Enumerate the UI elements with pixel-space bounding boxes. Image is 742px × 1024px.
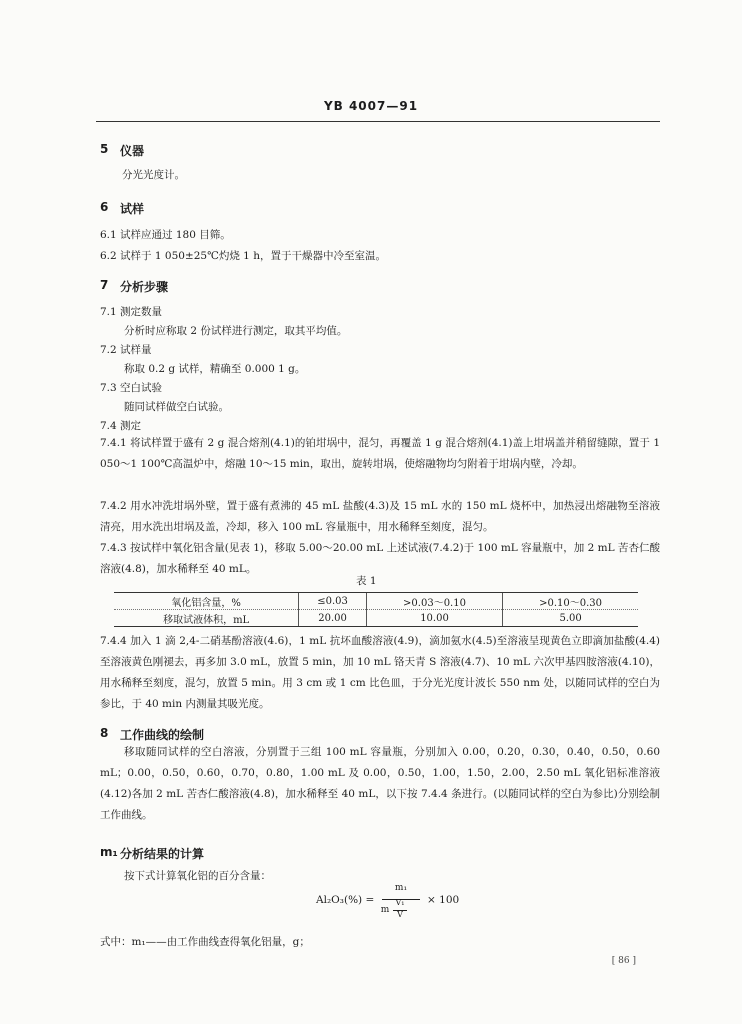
clause-7-4-2: 7.4.2 用水冲洗坩埚外壁，置于盛有煮沸的 45 mL 盐酸(4.3)及 15 mL 水的 150 mL 烧杯中，加热浸出熔融物至溶液清亮，用水洗出坩埚及盖，冷却，移入 100 mL 容量瓶中，用水稀释至刻度，混匀。 [100,500,660,533]
section-6-title: 试样 [120,202,145,216]
table-header-cell: >0.10～0.30 [503,593,638,610]
section-5-body: 分光光度计。 [122,169,185,181]
table-cell: 20.00 [299,610,367,627]
section-8-number: 8 [100,726,109,740]
header-rule [96,121,660,122]
formula-subfrac-denominator: V [397,910,403,919]
formula-subfrac-numerator: V₁ [395,898,405,907]
formula-lhs: Al₂O₃(%) = [316,894,375,906]
clause-7-4-3: 7.4.3 按试样中氧化铝含量(见表 1)，移取 5.00～20.00 mL 上述试液(7.4.2)于 100 mL 容量瓶中，加 2 mL 苦杏仁酸溶液(4.8)，加水稀释至 40 mL。 [100,542,660,575]
section-8-body: 移取随同试样的空白溶液，分别置于三组 100 mL 容量瓶，分别加入 0.00，0.20，0.30，0.40，0.50，0.60 mL；0.00，0.50，0.60，0.70，0.80，1.00 mL 及 0.00，0.50，1.00，1.50，2.00，2.50 mL 氧化铝标准溶液(4.12)各加 2 mL 苦杏仁酸溶液(4.8)，加水稀释至 40 mL，以下按 7.4.4 条进行。(以随同试样的空白为参比)分别绘制工作曲线。 [100,746,660,821]
formula-denominator: m [380,905,390,915]
section-6-number: 6 [100,200,109,214]
formula-numerator: m₁ [394,883,408,893]
formula-times-100: × 100 [427,894,460,906]
table-1 [114,592,638,627]
formula-where: 式中：m₁——由工作曲线查得氧化铝量，g； [100,936,310,948]
section-9-number: m₁ [100,845,118,859]
clause-7-4-1: 7.4.1 将试样置于盛有 2 g 混合熔剂(4.1)的铂坩埚中，混匀，再覆盖 1 g 混合熔剂(4.1)盖上坩埚盖并稍留缝隙，置于 1 050～1 100℃高温炉中，熔融 10～15 min，取出，旋转坩埚，使熔融物均匀附着于坩埚内壁，冷却。 [100,437,660,470]
section-7-number: 7 [100,278,109,292]
clause-7-3-body: 随同试样做空白试验。 [124,401,229,413]
clause-7-1-body: 分析时应称取 2 份试样进行测定，取其平均值。 [124,325,348,337]
table-header-cell: ≤0.03 [299,593,367,610]
clause-7-4-4: 7.4.4 加入 1 滴 2,4-二硝基酚溶液(4.6)，1 mL 抗坏血酸溶液(4.9)，滴加氨水(4.5)至溶液呈现黄色立即滴加盐酸(4.4)至溶液黄色刚褪去，再多加 3.0 mL，放置 5 min，加 10 mL 铬天青 S 溶液(4.7)、10 mL 六次甲基四胺溶液(4.10)，用水稀释至刻度，混匀，放置 5 min。用 3 cm 或 1 cm 比色皿，于分光光度计波长 550 nm 处，以随同试样的空白为参比，于 40 min 内测量其吸光度。 [100,635,660,710]
standard-header: YB 4007—91 [323,99,419,113]
page-number: [ 86 ] [611,956,636,966]
clause-7-4-heading: 7.4 测定 [100,420,142,432]
section-8-title: 工作曲线的绘制 [120,728,205,742]
section-7-title: 分析步骤 [120,280,169,294]
clause-7-2-body: 称取 0.2 g 试样，精确至 0.000 1 g。 [124,363,306,375]
table-header-cell: >0.03～0.10 [366,593,502,610]
clause-7-2-heading: 7.2 试样量 [100,344,152,356]
table-cell: 10.00 [366,610,502,627]
clause-7-3-heading: 7.3 空白试验 [100,382,163,394]
formula-intro: 按下式计算氧化铝的百分含量： [124,870,271,882]
table-caption: 表 1 [356,575,377,587]
table-row [114,610,638,627]
clause-6-2: 6.2 试样于 1 050±25℃灼烧 1 h，置于干燥器中冷至室温。 [100,250,386,262]
section-5-title: 仪器 [120,144,145,158]
section-5-number: 5 [100,142,109,156]
section-9-title: 分析结果的计算 [120,847,205,861]
clause-6-1: 6.1 试样应通过 180 目筛。 [100,229,231,241]
table-header-row [114,593,638,610]
table-cell: 移取试液体积，mL [114,610,299,627]
table-header-cell: 氧化铝含量，% [114,593,299,610]
clause-7-1-heading: 7.1 测定数量 [100,306,163,318]
table-cell: 5.00 [503,610,638,627]
